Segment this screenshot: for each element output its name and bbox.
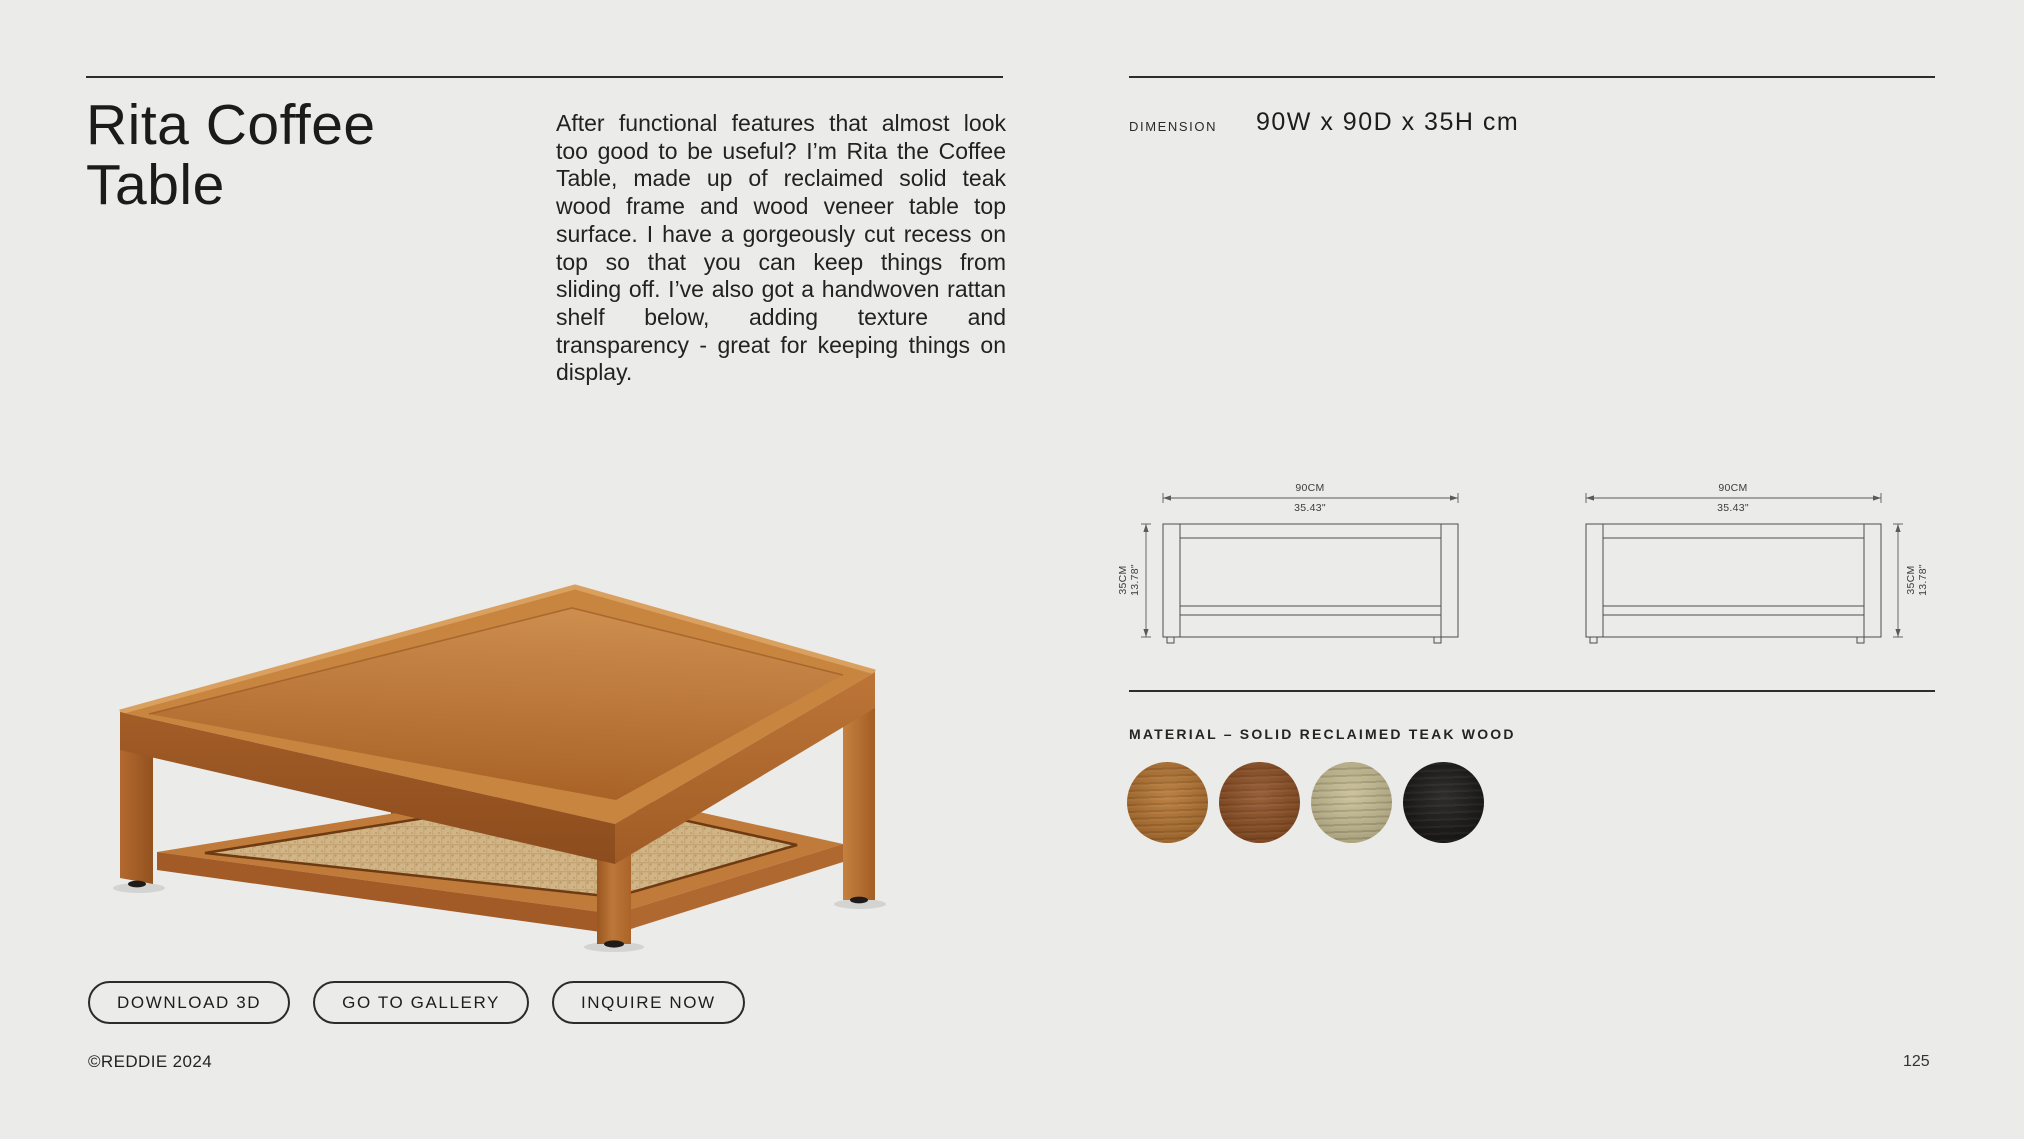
width-cm-label: 90CM — [1295, 482, 1325, 494]
height-cm-label: 35CM — [1117, 565, 1129, 595]
page-number: 125 — [1903, 1053, 1930, 1070]
width-dimension-annotation — [1117, 482, 1458, 637]
height-in-label: 13.78" — [1917, 564, 1929, 596]
go-to-gallery-button[interactable]: GO TO GALLERY — [313, 981, 529, 1024]
product-photo — [95, 552, 925, 952]
material-swatch — [1403, 762, 1484, 843]
product-description: After functional features that almost look too good to be useful? I’m Rita the Coffee Table, made up of reclaimed solid teak wood frame and wood veneer table top surface. I have a gorgeously cut recess on top so that you can keep things from sliding off. I’ve also got a handwoven rattan shelf below, adding texture and transparency - great for keeping things on display. — [556, 110, 1006, 386]
material-swatch — [1127, 762, 1208, 843]
copyright-text: ©REDDIE 2024 — [88, 1052, 213, 1071]
width-in-label: 35.43" — [1717, 502, 1749, 514]
table-outline — [1586, 524, 1881, 643]
width-cm-label: 90CM — [1718, 482, 1748, 494]
action-buttons — [88, 981, 745, 1024]
material-swatch — [1311, 762, 1392, 843]
material-label: MATERIAL – SOLID RECLAIMED TEAK WOOD — [1129, 726, 1516, 742]
download-3d-button[interactable]: DOWNLOAD 3D — [88, 981, 290, 1024]
table-top — [120, 587, 875, 864]
page-title: Rita Coffee Table — [86, 93, 376, 217]
width-dimension-annotation — [1586, 482, 1929, 637]
dimension-drawing-side — [1572, 478, 1936, 650]
header-rule-left — [86, 76, 1003, 78]
inquire-now-button[interactable]: INQUIRE NOW — [552, 981, 745, 1024]
material-swatches — [1127, 762, 1484, 843]
material-section-rule — [1129, 690, 1935, 692]
table-outline — [1163, 524, 1458, 643]
material-swatch — [1219, 762, 1300, 843]
height-cm-label: 35CM — [1905, 565, 1917, 595]
width-in-label: 35.43" — [1294, 502, 1326, 514]
dimension-label: DIMENSION — [1129, 119, 1218, 134]
height-in-label: 13.78" — [1129, 564, 1141, 596]
dimension-drawing-front — [1118, 478, 1480, 650]
header-rule-right — [1129, 76, 1935, 78]
dimension-value: 90W x 90D x 35H cm — [1256, 108, 1520, 136]
